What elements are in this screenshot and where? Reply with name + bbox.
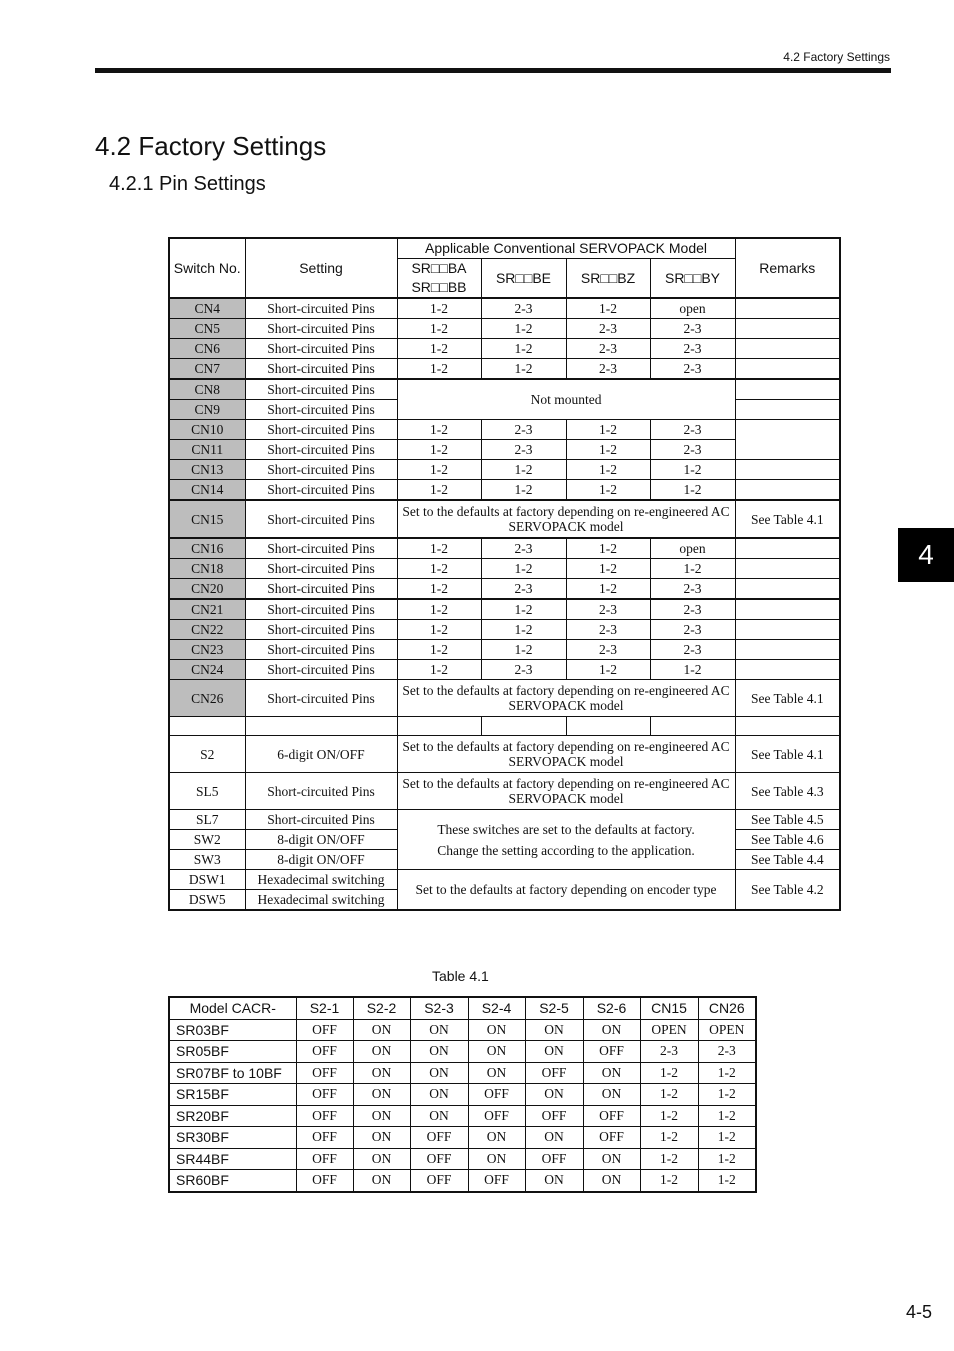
value-cell: 2-3 [650,359,735,380]
value-cell: 2-3 [566,339,650,359]
value-cell: 2-3 [566,599,650,620]
value-cell: 1-2 [566,460,650,480]
setting-cell: Short-circuited Pins [245,599,397,620]
remarks-cell: See Table 4.1 [735,736,840,773]
value-cell: 1-2 [566,440,650,460]
remarks-cell [735,480,840,501]
remarks-cell [735,579,840,600]
remarks-cell [735,400,840,420]
switch-no-cell: CN4 [169,298,245,319]
setting-cell: Short-circuited Pins [245,640,397,660]
remarks-cell [735,559,840,579]
empty-cell [735,717,840,736]
switch-no-cell: SL5 [169,773,245,810]
value-cell: 1-2 [698,1062,756,1084]
model-cell: SR07BF to 10BF [169,1062,296,1084]
value-cell: ON [353,1041,410,1063]
column-header: S2-6 [583,997,640,1019]
model-cell: SR60BF [169,1170,296,1192]
switch-no-cell: CN16 [169,538,245,559]
switch-no-cell: S2 [169,736,245,773]
value-cell: 1-2 [566,420,650,440]
table-header-row [169,997,756,1019]
table-row [169,298,840,319]
setting-cell: Short-circuited Pins [245,420,397,440]
table-row [169,1019,756,1041]
table-row [169,1127,756,1149]
table-row [169,620,840,640]
value-cell: 2-3 [566,620,650,640]
value-cell: 1-2 [481,640,566,660]
value-cell: ON [468,1062,525,1084]
table-row [169,1041,756,1063]
value-cell: ON [468,1041,525,1063]
setting-cell: Short-circuited Pins [245,538,397,559]
switch-no-cell: CN13 [169,460,245,480]
value-cell: OFF [296,1105,353,1127]
value-cell: 2-3 [566,640,650,660]
value-cell: 1-2 [566,579,650,600]
table-row [169,359,840,380]
value-cell: 1-2 [481,359,566,380]
value-cell: ON [410,1062,468,1084]
value-cell: ON [525,1019,583,1041]
value-cell: OFF [410,1170,468,1192]
setting-cell: Hexadecimal switching [245,870,397,890]
setting-cell: Short-circuited Pins [245,400,397,420]
model-cell: SR15BF [169,1084,296,1106]
value-cell: 2-3 [650,420,735,440]
value-cell: 1-2 [397,440,481,460]
value-cell: 2-3 [650,339,735,359]
table-row [169,1062,756,1084]
encoder-default-text: Set to the defaults at factory depending on encoder type [397,870,735,911]
value-cell: 1-2 [640,1148,698,1170]
setting-cell: Short-circuited Pins [245,579,397,600]
column-header: S2-2 [353,997,410,1019]
value-cell: 2-3 [481,660,566,680]
remarks-cell: See Table 4.6 [735,830,840,850]
running-header: 4.2 Factory Settings [783,50,890,64]
switch-no-cell: CN15 [169,500,245,538]
switch-no-cell: CN8 [169,379,245,400]
value-cell: OPEN [640,1019,698,1041]
value-cell: OFF [410,1148,468,1170]
value-cell: OFF [525,1062,583,1084]
value-cell: 1-2 [397,620,481,640]
value-cell: ON [410,1105,468,1127]
remarks-cell [735,460,840,480]
value-cell: OFF [468,1084,525,1106]
model-cell: SR03BF [169,1019,296,1041]
value-cell: OFF [468,1170,525,1192]
value-cell: 1-2 [397,480,481,501]
table-row [169,640,840,660]
value-cell: 1-2 [640,1084,698,1106]
switch-no-cell: CN26 [169,680,245,717]
header-model-be: SR□□BE [481,259,566,299]
remarks-cell: See Table 4.1 [735,500,840,538]
value-cell: 2-3 [481,420,566,440]
value-cell: 2-3 [650,599,735,620]
table-4-1 [168,996,757,1193]
value-cell: 2-3 [566,359,650,380]
header-model-ba-bb [397,259,481,299]
value-cell: ON [353,1084,410,1106]
section-title: 4.2.1 Pin Settings [109,173,266,195]
value-cell: 1-2 [640,1105,698,1127]
table-row [169,1105,756,1127]
table-row [169,579,840,600]
switch-no-cell: SW2 [169,830,245,850]
value-cell: OFF [296,1170,353,1192]
factory-note-cell [397,810,735,870]
value-cell: 1-2 [397,359,481,380]
remarks-cell [735,298,840,319]
header-setting: Setting [245,238,397,298]
remarks-cell [735,420,840,460]
empty-cell [566,717,650,736]
switch-no-cell: CN14 [169,480,245,501]
value-cell: ON [525,1127,583,1149]
value-cell: 1-2 [481,460,566,480]
value-cell: ON [353,1148,410,1170]
value-cell: OFF [525,1105,583,1127]
setting-cell: Short-circuited Pins [245,298,397,319]
setting-cell: Short-circuited Pins [245,810,397,830]
value-cell: ON [353,1127,410,1149]
value-cell: ON [410,1084,468,1106]
table-row [169,717,840,736]
value-cell: 1-2 [650,480,735,501]
switch-no-cell: CN5 [169,319,245,339]
value-cell: ON [525,1170,583,1192]
value-cell: ON [468,1127,525,1149]
value-cell: ON [583,1148,640,1170]
value-cell: 2-3 [650,319,735,339]
value-cell: 1-2 [650,660,735,680]
remarks-cell [735,620,840,640]
factory-default-text: Set to the defaults at factory depending on re-engineered AC SERVOPACK model [397,773,735,810]
value-cell: 1-2 [640,1127,698,1149]
switch-no-cell: CN9 [169,400,245,420]
value-cell: 1-2 [397,579,481,600]
value-cell: ON [583,1062,640,1084]
value-cell: open [650,538,735,559]
setting-cell: Short-circuited Pins [245,440,397,460]
setting-cell: Short-circuited Pins [245,680,397,717]
header-applicable-model: Applicable Conventional SERVOPACK Model [397,238,735,259]
setting-cell: Short-circuited Pins [245,559,397,579]
switch-no-cell: CN7 [169,359,245,380]
value-cell: 1-2 [698,1105,756,1127]
remarks-cell [735,640,840,660]
value-cell: 1-2 [566,559,650,579]
table-row [169,339,840,359]
factory-default-text: Set to the defaults at factory depending on re-engineered AC SERVOPACK model [397,736,735,773]
factory-note-line-2: Change the setting according to the application. [437,842,695,858]
switch-no-cell: DSW1 [169,870,245,890]
empty-cell [481,717,566,736]
value-cell: OPEN [698,1019,756,1041]
value-cell: 1-2 [397,460,481,480]
switch-no-cell: SW3 [169,850,245,870]
factory-default-text: Set to the defaults at factory depending on re-engineered AC SERVOPACK model [397,680,735,717]
switch-no-cell: DSW5 [169,890,245,911]
switch-no-cell: CN21 [169,599,245,620]
remarks-cell: See Table 4.4 [735,850,840,870]
header-model-by: SR□□BY [650,259,735,299]
value-cell: OFF [525,1148,583,1170]
value-cell: 1-2 [397,420,481,440]
page-title: 4.2 Factory Settings [95,131,327,161]
value-cell: 1-2 [566,538,650,559]
not-mounted-cell: Not mounted [397,379,735,420]
column-header: S2-3 [410,997,468,1019]
header-rule [95,68,891,73]
table-row [169,870,840,890]
column-header: CN15 [640,997,698,1019]
value-cell: 1-2 [481,599,566,620]
value-cell: 1-2 [397,599,481,620]
table-row [169,1084,756,1106]
model-cell: SR44BF [169,1148,296,1170]
setting-cell: Short-circuited Pins [245,339,397,359]
column-header: S2-4 [468,997,525,1019]
value-cell: OFF [296,1019,353,1041]
switch-no-cell: CN22 [169,620,245,640]
value-cell: OFF [296,1084,353,1106]
table-row [169,500,840,538]
header-model-bb: SR□□BB [411,279,467,295]
value-cell: 1-2 [566,660,650,680]
value-cell: 2-3 [566,319,650,339]
value-cell: ON [353,1105,410,1127]
page-number: 4-5 [905,1302,932,1322]
value-cell: 1-2 [698,1170,756,1192]
value-cell: open [650,298,735,319]
value-cell: OFF [583,1127,640,1149]
setting-cell: Hexadecimal switching [245,890,397,911]
table-row [169,1170,756,1192]
value-cell: ON [468,1019,525,1041]
value-cell: ON [583,1170,640,1192]
value-cell: ON [468,1148,525,1170]
remarks-cell [735,599,840,620]
column-header: S2-1 [296,997,353,1019]
value-cell: 1-2 [397,538,481,559]
table-row [169,599,840,620]
switch-no-cell: CN18 [169,559,245,579]
empty-cell [245,717,397,736]
table-row [169,538,840,559]
switch-no-cell: CN11 [169,440,245,460]
switch-no-cell: CN23 [169,640,245,660]
remarks-cell: See Table 4.5 [735,810,840,830]
value-cell: 2-3 [650,620,735,640]
setting-cell: 8-digit ON/OFF [245,830,397,850]
value-cell: ON [525,1084,583,1106]
switch-no-cell: CN24 [169,660,245,680]
value-cell: 2-3 [650,440,735,460]
value-cell: 1-2 [397,339,481,359]
value-cell: ON [583,1019,640,1041]
header-switch-no: Switch No. [169,238,245,298]
value-cell: 1-2 [566,480,650,501]
value-cell: 1-2 [698,1084,756,1106]
remarks-cell [735,660,840,680]
table-caption: Table 4.1 [432,968,489,984]
value-cell: ON [353,1019,410,1041]
value-cell: 1-2 [481,480,566,501]
table-row [169,810,840,830]
value-cell: 2-3 [481,298,566,319]
header-model-ba: SR□□BA [411,260,467,276]
remarks-cell: See Table 4.3 [735,773,840,810]
value-cell: OFF [296,1041,353,1063]
value-cell: 1-2 [397,640,481,660]
value-cell: 2-3 [640,1041,698,1063]
column-header: Model CACR- [169,997,296,1019]
table-row [169,773,840,810]
remarks-cell [735,339,840,359]
table-row [169,460,840,480]
table-row [169,660,840,680]
setting-cell: Short-circuited Pins [245,480,397,501]
remarks-cell [735,538,840,559]
value-cell: ON [410,1041,468,1063]
table-row [169,379,840,400]
value-cell: 1-2 [640,1062,698,1084]
value-cell: 1-2 [650,559,735,579]
value-cell: ON [525,1041,583,1063]
empty-cell [169,717,245,736]
value-cell: OFF [583,1105,640,1127]
remarks-cell [735,359,840,380]
value-cell: OFF [468,1105,525,1127]
setting-cell: Short-circuited Pins [245,379,397,400]
value-cell: 1-2 [397,660,481,680]
header-remarks: Remarks [735,238,840,298]
factory-default-text: Set to the defaults at factory depending on re-engineered AC SERVOPACK model [397,500,735,538]
setting-cell: Short-circuited Pins [245,319,397,339]
model-cell: SR20BF [169,1105,296,1127]
setting-cell: Short-circuited Pins [245,773,397,810]
value-cell: 2-3 [481,538,566,559]
setting-cell: Short-circuited Pins [245,620,397,640]
table-row [169,680,840,717]
value-cell: ON [353,1170,410,1192]
switch-no-cell: CN10 [169,420,245,440]
value-cell: 1-2 [481,339,566,359]
empty-cell [650,717,735,736]
value-cell: 1-2 [640,1170,698,1192]
value-cell: ON [410,1019,468,1041]
value-cell: 1-2 [566,298,650,319]
column-header: CN26 [698,997,756,1019]
table-row [169,559,840,579]
chapter-tab[interactable]: 4 [898,528,954,582]
model-cell: SR30BF [169,1127,296,1149]
model-cell: SR05BF [169,1041,296,1063]
setting-cell: 6-digit ON/OFF [245,736,397,773]
setting-cell: Short-circuited Pins [245,500,397,538]
setting-cell: Short-circuited Pins [245,660,397,680]
value-cell: OFF [296,1148,353,1170]
setting-cell: 8-digit ON/OFF [245,850,397,870]
value-cell: 2-3 [481,579,566,600]
setting-cell: Short-circuited Pins [245,359,397,380]
value-cell: 2-3 [650,640,735,660]
value-cell: 1-2 [650,460,735,480]
column-header: S2-5 [525,997,583,1019]
switch-no-cell: CN6 [169,339,245,359]
table-row [169,480,840,501]
factory-note-line-1: These switches are set to the defaults at factory. [437,821,695,837]
value-cell: OFF [296,1062,353,1084]
value-cell: 1-2 [698,1127,756,1149]
pin-settings-table [168,237,841,911]
switch-no-cell: CN20 [169,579,245,600]
value-cell: 1-2 [481,620,566,640]
switch-no-cell: SL7 [169,810,245,830]
value-cell: OFF [296,1127,353,1149]
value-cell: OFF [583,1041,640,1063]
table-row [169,1148,756,1170]
value-cell: OFF [410,1127,468,1149]
value-cell: ON [583,1084,640,1106]
value-cell: ON [353,1062,410,1084]
table-row [169,319,840,339]
value-cell: 2-3 [650,579,735,600]
header-model-bz: SR□□BZ [566,259,650,299]
remarks-cell: See Table 4.2 [735,870,840,911]
remarks-cell: See Table 4.1 [735,680,840,717]
value-cell: 1-2 [397,319,481,339]
value-cell: 1-2 [698,1148,756,1170]
remarks-cell [735,319,840,339]
table-row [169,736,840,773]
value-cell: 2-3 [698,1041,756,1063]
value-cell: 1-2 [397,559,481,579]
value-cell: 1-2 [481,559,566,579]
table-row [169,420,840,440]
setting-cell: Short-circuited Pins [245,460,397,480]
remarks-cell [735,379,840,400]
value-cell: 1-2 [397,298,481,319]
value-cell: 2-3 [481,440,566,460]
value-cell: 1-2 [481,319,566,339]
empty-cell [397,717,481,736]
